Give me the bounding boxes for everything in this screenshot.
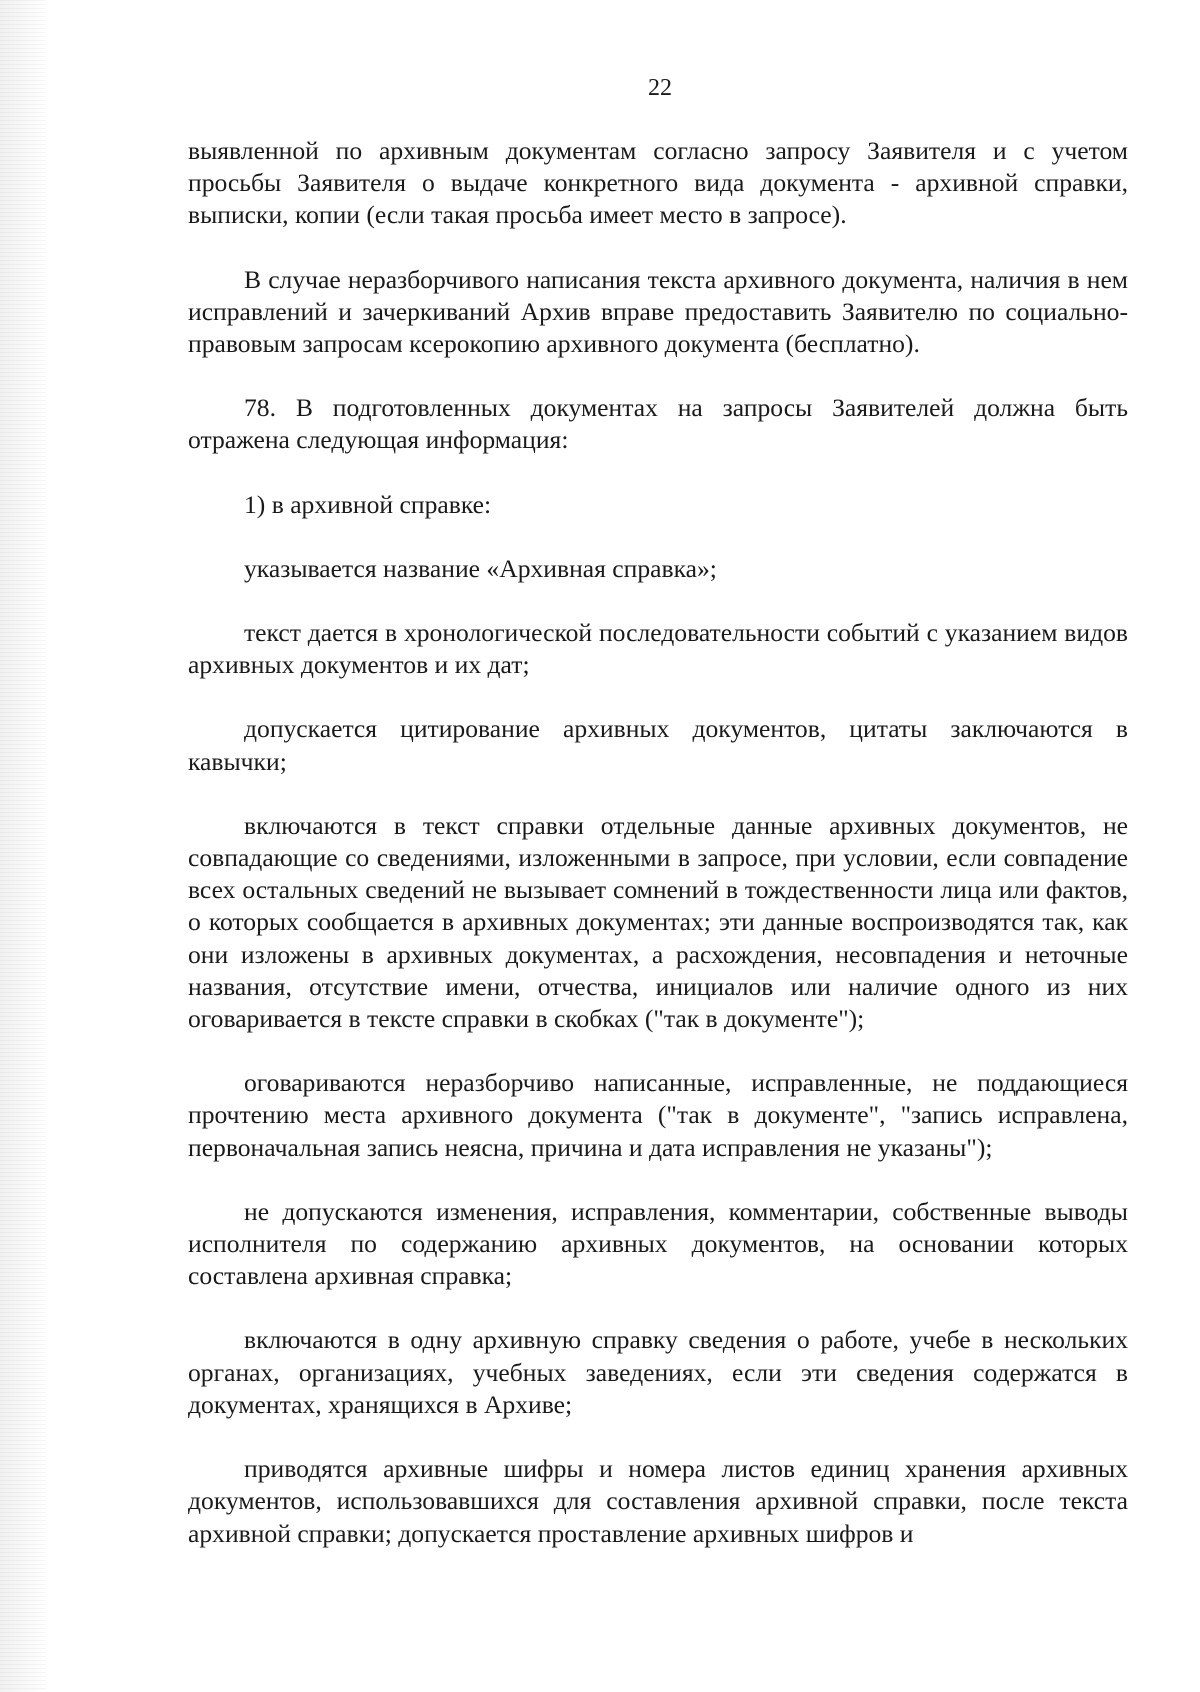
paragraph-item-78: 78. В подготовленных документах на запросы Заявителей должна быть отражена следующая информация: bbox=[188, 393, 1128, 455]
paragraph-continuation: выявленной по архивным документам согласно запросу Заявителя и с учетом просьбы Заявителя о выдаче конкретного вида документа - архивной справки, выписки, копии (если такая просьба имеет место в запросе). bbox=[188, 136, 1128, 230]
scan-edge-noise bbox=[0, 0, 46, 1692]
paragraph-subitem-1: 1) в архивной справке: bbox=[244, 489, 492, 519]
paragraph-no-changes-rule: не допускаются изменения, исправления, комментарии, собственные выводы исполнителя по содержанию архивных документов, на основании которых составлена архивная справка; bbox=[188, 1196, 1128, 1291]
paragraph-chronology-rule: текст дается в хронологической последовательности событий с указанием видов архивных документов и их дат; bbox=[188, 618, 1128, 680]
paragraph-illegible-places-rule: оговариваются неразборчиво написанные, исправленные, не поддающиеся прочтению места архивного документа ("так в документе", "запись исправлена, первоначальная запись неясна, причина и дата исправления не указаны"); bbox=[188, 1068, 1128, 1162]
page-number: 22 bbox=[648, 75, 672, 101]
paragraph-discrepancy-rule: включаются в текст справки отдельные данные архивных документов, не совпадающие со сведениями, изложенными в запросе, при условии, если совпадение всех остальных сведений не вызывает сомнений в тождественности лица или фактов, о которых сообщается в архивных документах; эти данные воспроизводятся так, как они изложены в архивных документах, а расхождения, несовпадения и неточные названия, отсутствие имени, отчества, инициалов или наличие одного из них оговаривается в тексте справки в скобках ("так в документе"); bbox=[188, 810, 1128, 1034]
paragraph-illegible-text: В случае неразборчивого написания текста архивного документа, наличия в нем исправлений и зачеркиваний Архив вправе предоставить Заявителю по социально-правовым запросам ксерокопию архивного документа (бесплатно). bbox=[188, 264, 1128, 359]
paragraph-multiple-organizations-rule: включаются в одну архивную справку сведения о работе, учебе в нескольких органах, организациях, учебных заведениях, если эти сведения содержатся в документах, хранящихся в Архиве; bbox=[188, 1325, 1128, 1419]
paragraph-citation-rule: допускается цитирование архивных документов, цитаты заключаются в кавычки; bbox=[188, 714, 1128, 776]
document-body bbox=[188, 135, 1128, 1550]
paragraph-title-rule: указывается название «Архивная справка»; bbox=[244, 553, 717, 583]
paragraph-archive-codes-rule: приводятся архивные шифры и номера листов единиц хранения архивных документов, использовавшихся для составления архивной справки, после текста архивной справки; допускается проставление архивных шифров и bbox=[188, 1454, 1128, 1548]
